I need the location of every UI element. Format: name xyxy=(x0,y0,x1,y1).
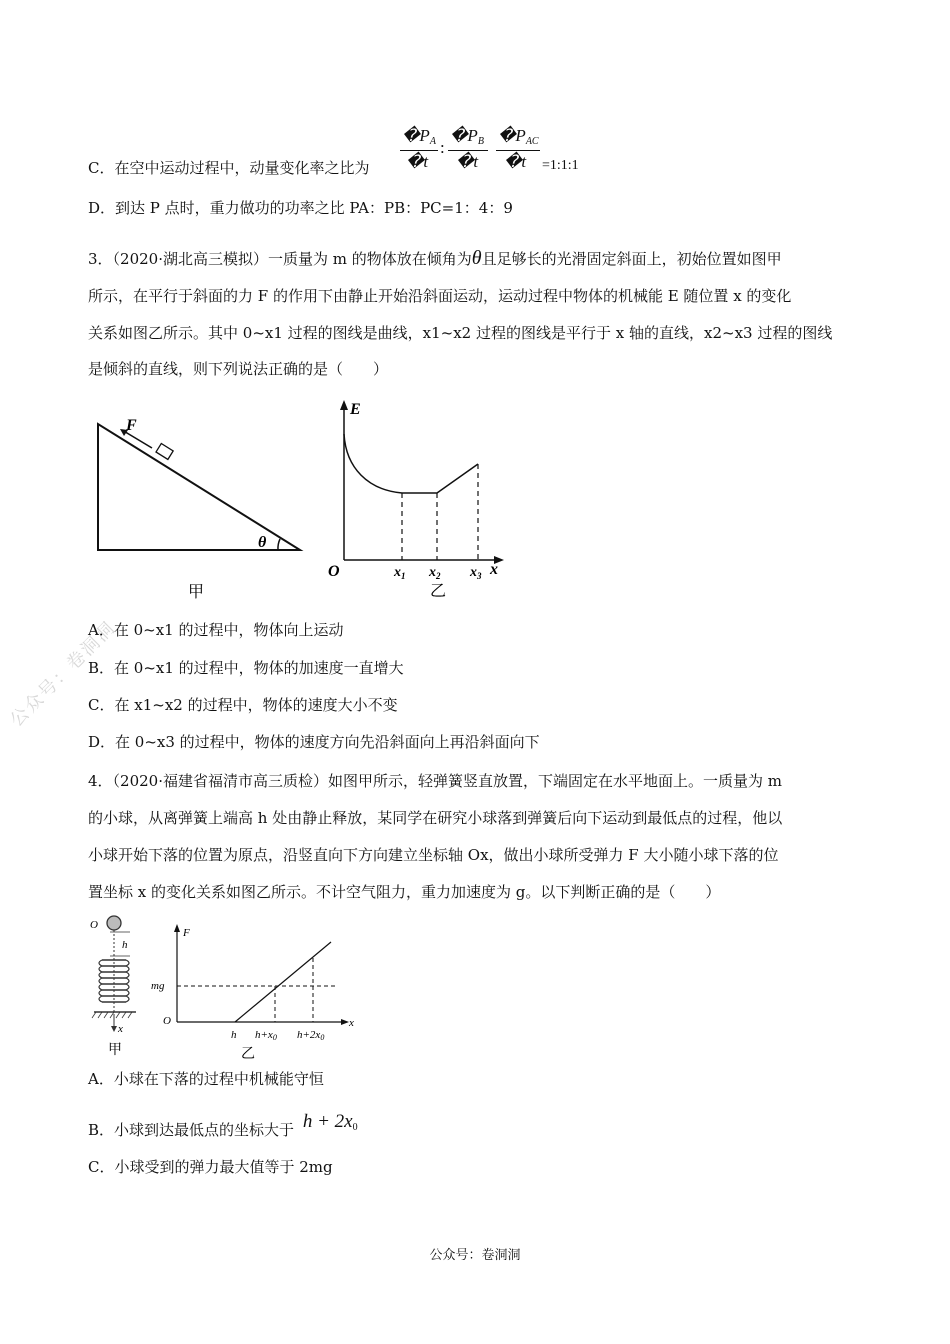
mg-label: mg xyxy=(151,980,165,992)
q4-stem-line1: 4．（2020·福建省福清市高三质检）如图甲所示，轻弹簧竖直放置，下端固定在水平地面上。一质量为 m xyxy=(88,772,782,790)
q3-option-a: A．在 0~x1 的过程中，物体向上运动 xyxy=(88,621,344,639)
ball xyxy=(107,916,121,930)
q4-option-c: C．小球受到的弹力最大值等于 2mg xyxy=(88,1158,333,1176)
caption-force-yi: 乙 xyxy=(241,1047,255,1060)
q3-option-c: C．在 x1~x2 的过程中，物体的速度大小不变 xyxy=(88,696,398,714)
q2-option-c xyxy=(88,158,369,178)
spring-coil xyxy=(102,960,126,1002)
q4-stem-line2: 的小球，从离弹簧上端高 h 处由静止释放，某同学在研究小球落到弹簧后向下运动到最低点的过程，他以 xyxy=(88,809,783,827)
q3-stem-line3: 关系如图乙所示。其中 0~x1 过程的图线是曲线，x1~x2 过程的图线是平行于 x 轴的直线，x2~x3 过程的图线 xyxy=(88,324,833,342)
tick-h-2x0: h+2x0 xyxy=(297,1029,325,1042)
q3-figure-incline xyxy=(88,400,318,610)
frac-c-den: �t xyxy=(504,152,527,171)
incline-triangle xyxy=(98,424,300,550)
b-math-expression: $h + 2x_0$ xyxy=(302,1111,358,1133)
height-label: h xyxy=(122,939,128,951)
q4-figure-spring xyxy=(88,910,148,1060)
q3-stem-line4: 是倾斜的直线，则下列说法正确的是（ ） xyxy=(88,360,389,378)
angle-arc xyxy=(278,539,280,550)
watermark: 公众号：卷洞洞 xyxy=(6,617,120,731)
force-label: F xyxy=(126,417,137,434)
q4-option-b: B．小球到达最低点的坐标大于 $h + 2x_0$ xyxy=(88,1111,358,1139)
frac-a-den: �t xyxy=(406,152,429,171)
energy-curve xyxy=(344,434,478,493)
origin-label: O xyxy=(328,563,340,580)
f-origin-label: O xyxy=(163,1015,171,1027)
spring-origin-label: O xyxy=(90,919,98,931)
f-x-label: x xyxy=(349,1017,354,1029)
frac-c-num: $�P_{AC}$ xyxy=(498,126,539,147)
footer: 公众号：卷洞洞 xyxy=(429,1248,521,1263)
q3-stem-line2: 所示，在平行于斜面的力 F 的作用下由静止开始沿斜面运动，运动过程中物体的机械能 E 随位置 x 的变化 xyxy=(88,287,792,305)
tick-x1: $x_1$ xyxy=(394,565,406,581)
q2-fraction-group: $�P_A$ �t : $�P_B$ �t $�P_{AC}$ �t =1:1:1 xyxy=(402,126,579,173)
q3-option-d: D．在 0~x3 的过程中，物体的速度方向先沿斜面向上再沿斜面向下 xyxy=(88,733,540,751)
frac-b-num: $�P_B$ xyxy=(450,126,484,147)
angle-label: θ xyxy=(258,534,267,551)
force-line xyxy=(235,942,331,1022)
tick-x3: $x_3$ xyxy=(470,565,482,581)
theta-symbol: θ xyxy=(471,247,482,269)
q3-figure-energy-graph xyxy=(320,396,520,606)
caption-spring-jia: 甲 xyxy=(108,1043,122,1058)
caption-yi: 乙 xyxy=(430,583,447,600)
tick-h-x0: h+x0 xyxy=(255,1029,277,1042)
tick-h: h xyxy=(231,1029,237,1041)
frac-a-num: $�P_A$ xyxy=(402,126,436,147)
q4-stem-line4: 置坐标 x 的变化关系如图乙所示。不计空气阻力，重力加速度为 g。以下判断正确的是（ ） xyxy=(88,883,721,901)
x-axis-label: x xyxy=(490,561,498,578)
q4-stem-line3: 小球开始下落的位置为原点，沿竖直向下方向建立坐标轴 Ox，做出小球所受弹力 F 大小随小球下落的位 xyxy=(88,846,779,864)
q4-option-a: A．小球在下落的过程中机械能守恒 xyxy=(88,1070,324,1088)
q2-option-c-text: C．在空中运动过程中，动量变化率之比为 xyxy=(88,159,370,177)
frac-b-den: �t xyxy=(456,152,479,171)
block xyxy=(156,444,173,460)
y-axis-label: E xyxy=(350,401,361,418)
q3-option-b: B．在 0~x1 的过程中，物体的加速度一直增大 xyxy=(88,659,404,677)
q4-figure-force-graph xyxy=(145,920,365,1060)
q3-stem-line1: 3．（2020·湖北高三模拟）一质量为 m 的物体放在倾角为θ且足够长的光滑固定斜面上，初始位置如图甲 xyxy=(88,247,782,269)
spring-axis-label: x xyxy=(118,1023,123,1035)
tick-x2: $x_2$ xyxy=(429,565,441,581)
q2-option-d: D．到达 P 点时，重力做功的功率之比 PA：PB：PC=1：4：9 xyxy=(88,199,513,217)
f-y-label: F xyxy=(183,927,190,939)
frac-result: =1:1:1 xyxy=(542,158,579,173)
caption-jia: 甲 xyxy=(188,584,205,601)
